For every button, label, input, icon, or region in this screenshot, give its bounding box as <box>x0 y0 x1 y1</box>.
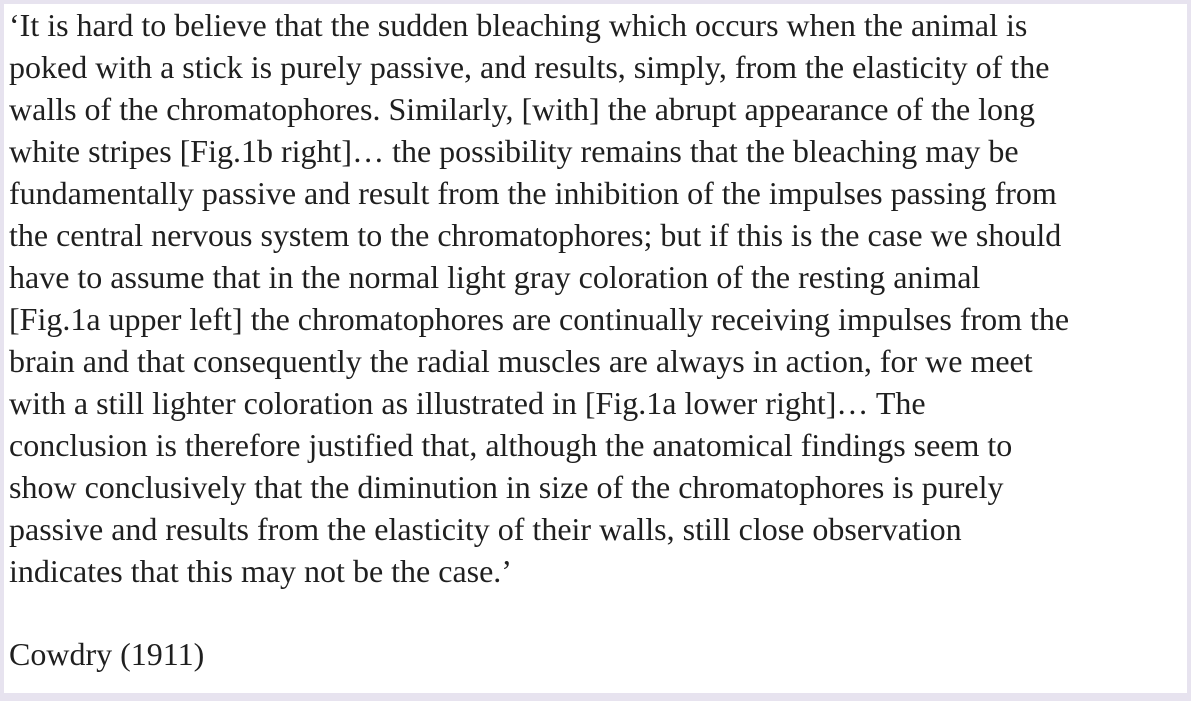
quote-line: brain and that consequently the radial muscles are always in action, for we meet <box>9 343 1033 379</box>
quote-page <box>4 4 1187 693</box>
quote-line: fundamentally passive and result from the inhibition of the impulses passing from <box>9 175 1057 211</box>
quote-line: ‘It is hard to believe that the sudden bleaching which occurs when the animal is <box>9 7 1028 43</box>
quote-line: [Fig.1a upper left] the chromatophores are continually receiving impulses from the <box>9 301 1070 337</box>
quote-line: indicates that this may not be the case.’ <box>9 553 512 589</box>
quote-line: poked with a stick is purely passive, and results, simply, from the elasticity of the <box>9 49 1050 85</box>
quote-line: white stripes [Fig.1b right]… the possibility remains that the bleaching may be <box>9 133 1019 169</box>
quote-line: conclusion is therefore justified that, although the anatomical findings seem to <box>9 427 1013 463</box>
quote-line: the central nervous system to the chromatophores; but if this is the case we should <box>9 217 1062 253</box>
quote-line: with a still lighter coloration as illustrated in [Fig.1a lower right]… The <box>9 385 926 421</box>
quote-line: have to assume that in the normal light gray coloration of the resting animal <box>9 259 981 295</box>
quote-attribution: Cowdry (1911) <box>9 636 205 672</box>
quote-line: passive and results from the elasticity of their walls, still close observation <box>9 511 962 547</box>
quote-line: walls of the chromatophores. Similarly, [with] the abrupt appearance of the long <box>9 91 1036 127</box>
quote-line: show conclusively that the diminution in size of the chromatophores is purely <box>9 469 1004 505</box>
